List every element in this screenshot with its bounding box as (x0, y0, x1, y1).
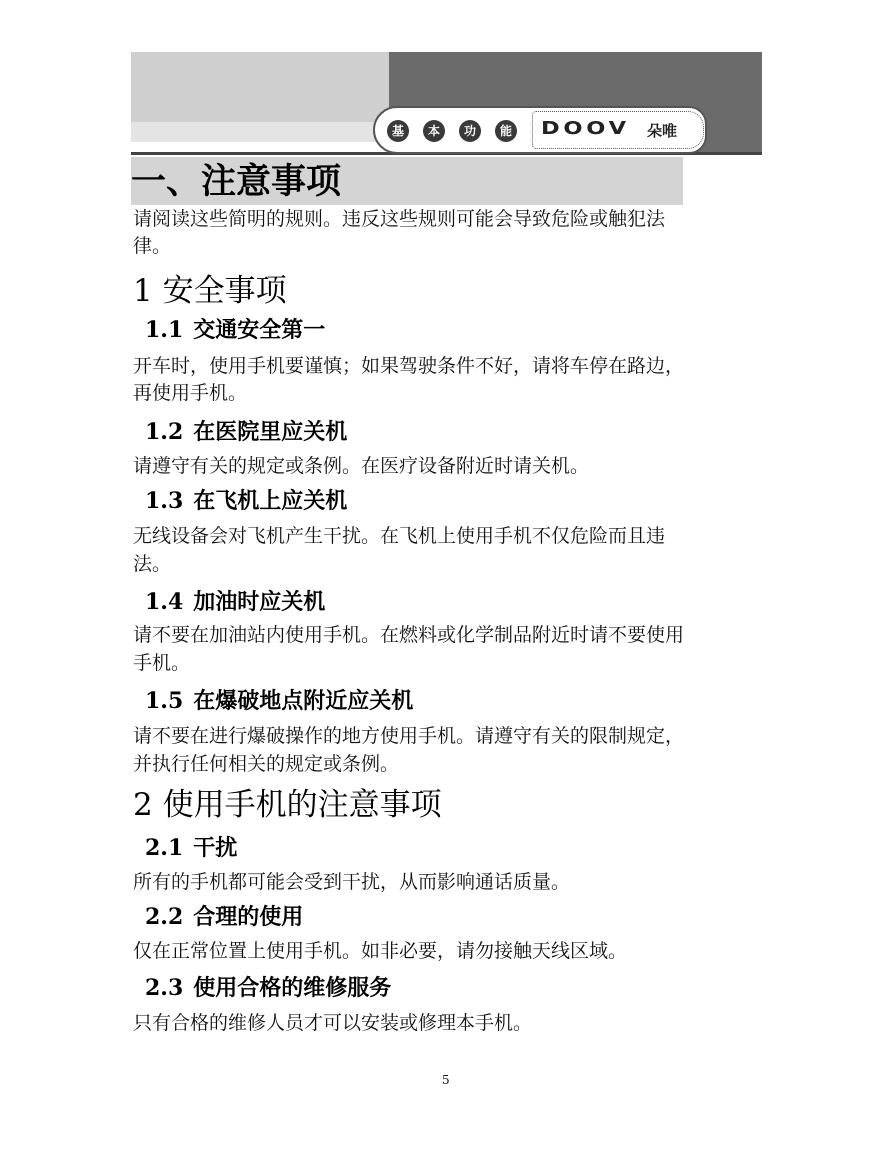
subsection-2-3-heading (145, 973, 391, 1003)
paragraph-line: 只有合格的维修人员才可以安装或修理本手机。 (133, 1012, 533, 1034)
page-number: 5 (442, 1073, 450, 1087)
paragraph-line: 无线设备会对飞机产生干扰。在飞机上使用手机不仅危险而且违 (133, 525, 666, 547)
paragraph-line: 请不要在进行爆破操作的地方使用手机。请遵守有关的限制规定， (133, 725, 685, 747)
subsection-2-2-heading (145, 902, 303, 932)
subsection-title: 在爆破地点附近应关机 (193, 688, 414, 714)
paragraph-line: 仅在正常位置上使用手机。如非必要，请勿接触天线区域。 (133, 940, 628, 962)
section-2-heading: 2 使用手机的注意事项 (133, 787, 442, 823)
paragraph-line: 并执行任何相关的规定或条例。 (133, 753, 400, 775)
brand-logo (532, 111, 704, 149)
paragraph-line: 再使用手机。 (133, 382, 248, 404)
subsection-title: 在飞机上应关机 (193, 488, 348, 514)
subsection-title: 干扰 (193, 835, 238, 861)
subsection-number: 2.1 (145, 835, 184, 861)
subsection-1-3-heading (145, 486, 347, 516)
paragraph-line: 请不要在加油站内使用手机。在燃料或化学制品附近时请不要使用 (133, 624, 685, 646)
paragraph-line: 手机。 (133, 652, 191, 674)
chapter-char-1: 基 (387, 120, 409, 142)
subsection-number: 2.3 (145, 975, 184, 1001)
subsection-1-1-heading (145, 315, 325, 345)
paragraph-line: 请遵守有关的规定或条例。在医疗设备附近时请关机。 (133, 455, 590, 477)
brand-logo-cn: 朵唯 (647, 122, 678, 140)
chapter-char-3: 功 (459, 120, 481, 142)
subsection-number: 1.4 (145, 589, 184, 615)
subsection-title: 使用合格的维修服务 (193, 975, 392, 1001)
intro-line-1: 请阅读这些简明的规则。违反这些规则可能会导致危险或触犯法 (133, 208, 666, 230)
chapter-char-4: 能 (495, 120, 517, 142)
subsection-number: 1.5 (145, 688, 184, 714)
chapter-tab (373, 106, 707, 154)
subsection-title: 合理的使用 (193, 904, 304, 930)
subsection-number: 1.3 (145, 488, 184, 514)
chapter-char-2: 本 (423, 120, 445, 142)
subsection-title: 交通安全第一 (193, 317, 326, 343)
subsection-number: 1.2 (145, 419, 184, 445)
page-title: 一、注意事项 (131, 161, 342, 202)
intro-line-2: 律。 (133, 235, 172, 257)
banner-light-block (131, 52, 389, 122)
subsection-1-2-heading (145, 417, 347, 447)
subsection-2-1-heading (145, 833, 237, 863)
subsection-title: 在医院里应关机 (193, 419, 348, 445)
paragraph-line: 所有的手机都可能会受到干扰，从而影响通话质量。 (133, 871, 571, 893)
subsection-number: 1.1 (145, 317, 184, 343)
brand-logo-text: DOOV (541, 118, 630, 139)
banner-strip (131, 122, 389, 142)
subsection-1-4-heading (145, 587, 325, 617)
section-1-heading: 1 安全事项 (133, 273, 287, 309)
subsection-number: 2.2 (145, 904, 184, 930)
paragraph-line: 法。 (133, 553, 172, 575)
subsection-title: 加油时应关机 (193, 589, 326, 615)
paragraph-line: 开车时，使用手机要谨慎；如果驾驶条件不好，请将车停在路边， (133, 355, 685, 377)
subsection-1-5-heading (145, 686, 413, 716)
